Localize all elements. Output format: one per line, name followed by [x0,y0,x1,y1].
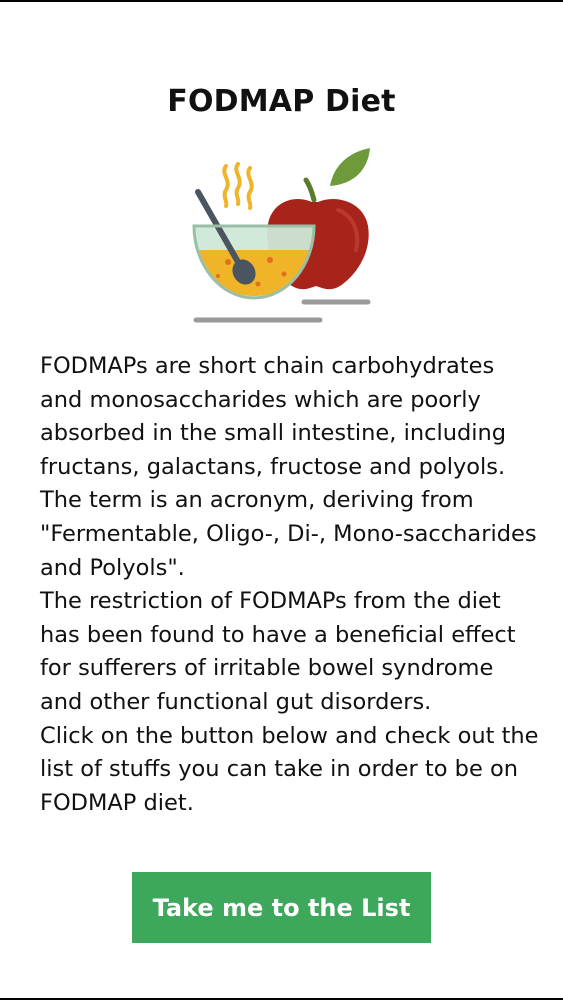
description-text [40,350,540,820]
leaf-icon [330,148,370,186]
stem [306,180,314,200]
description-paragraph: The restriction of FODMAPs from the diet has been found to have a beneficial effect for sufferers of irritable bowel syndrome and other functional gut disorders. [40,588,516,715]
food-illustration [188,146,378,328]
description-paragraph: FODMAPs are short chain carbohydrates and monosaccharides which are poorly absorbed in the small intestine, including fructans, galactans, fructose and polyols. The term is an acronym, deriving from "Fermentable, Oligo-, Di-, Mono-saccharides and Polyols". [40,353,537,581]
page-title: FODMAP Diet [167,84,396,119]
steam-icon [224,166,227,206]
soup-bowl-and-apple-icon [188,146,378,328]
take-me-to-list-button[interactable]: Take me to the List [132,872,431,943]
description-paragraph: Click on the button below and check out the list of stuffs you can take in order to be on FODMAP diet. [40,722,539,816]
